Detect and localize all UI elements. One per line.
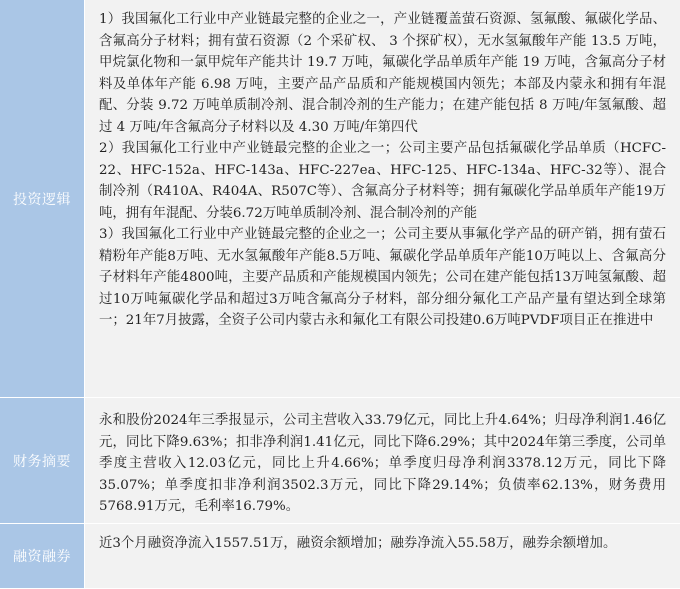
row-label-investment-logic: 投资逻辑 <box>0 0 84 398</box>
financial-summary-content <box>84 398 680 524</box>
row-label-financial-summary: 财务摘要 <box>0 398 84 524</box>
row-label-margin-trading: 融资融券 <box>0 524 84 589</box>
margin-trading-paragraph: 近3个月融资净流入1557.51万，融资余额增加；融券净流入55.58万，融券余额增加。 <box>99 536 617 551</box>
financial-summary-paragraph: 永和股份2024年三季报显示，公司主营收入33.79亿元，同比上升4.64%；归母净利润1.46亿元，同比下降9.63%；扣非净利润1.41亿元，同比下降6.29%；其中2024年第三季度，公司单季度主营收入12.03亿元，同比上升4.66%；单季度归母净利润3378.12万元，同比下降35.07%；单季度扣非净利润3502.3万元，同比下降29.14%；负债率62.13%，财务费用5768.91万元，毛利率16.79%。 <box>99 413 666 514</box>
investment-logic-content <box>84 0 680 398</box>
investment-logic-paragraph-2: 2）我国氟化工行业中产业链最完整的企业之一；公司主要产品包括氟碳化学品单质（HCFC-22、HFC-152a、HFC-143a、HFC-227ea、HFC-125、HFC-134a、HFC-32等）、混合制冷剂（R410A、R404A、R507C等）、含氟高分子材料等；拥有氟碳化学品单质年产能19万吨，拥有年混配、分装6.72万吨单质制冷剂、混合制冷剂的产能 <box>99 141 666 221</box>
investment-logic-paragraph-3: 3）我国氟化工行业中产业链最完整的企业之一；公司主要从事氟化学产品的研产销，拥有萤石精粉年产能8万吨、无水氢氟酸年产能8.5万吨、氟碳化学品单质年产能10万吨以上、含氟高分子材料年产能4800吨，主要产品质和产能规模国内领先；公司在建产能包括13万吨氢氟酸、超过10万吨氟碳化学品和超过3万吨含氟高分子材料，部分细分氟化工产品产量有望达到全球第一；21年7月披露，全资子公司内蒙古永和氟化工有限公司投建0.6万吨PVDF项目正在推进中 <box>99 227 666 328</box>
investment-logic-paragraph-1: 1）我国氟化工行业中产业链最完整的企业之一，产业链覆盖萤石资源、氢氟酸、氟碳化学品、含氟高分子材料；拥有萤石资源（2 个采矿权、 3 个探矿权），无水氢氟酸年产能 13.5 万吨，甲烷氯化物和一氯甲烷年产能共计 19.7 万吨，氟碳化学品单质年产能 19 万吨，含氟高分子材料及单体年产能 6.98 万吨，主要产品产品质和产能规模国内领先；本部及内蒙永和拥有年混配、分装 9.72 万吨单质制冷剂、混合制冷剂的生产能力；在建产能包括 8 万吨/年氢氟酸、超过 4 万吨/年含氟高分子材料以及 4.30 万吨/年第四代 <box>99 12 666 135</box>
margin-trading-content <box>84 524 680 589</box>
